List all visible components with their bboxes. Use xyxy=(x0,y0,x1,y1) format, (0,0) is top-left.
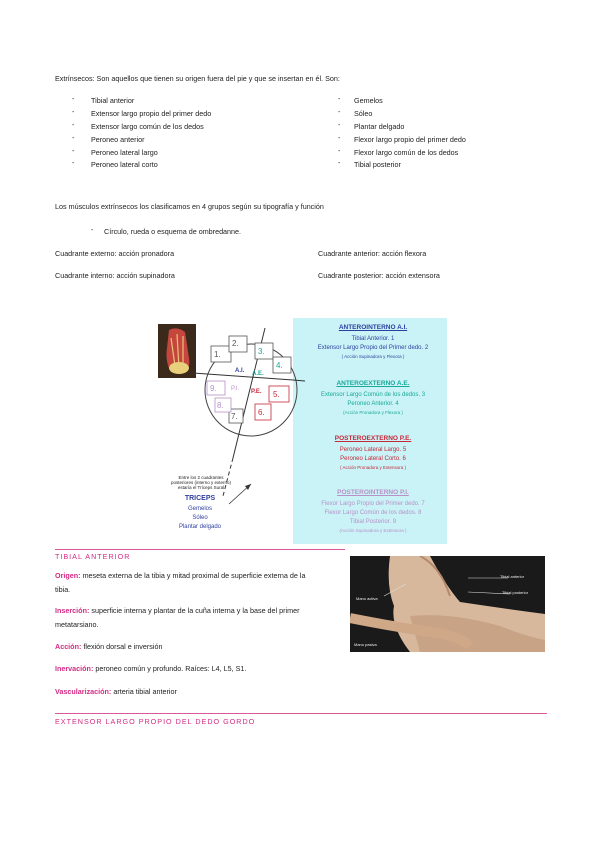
vasc-text: arteria tibial anterior xyxy=(113,687,177,696)
legend-group-ai xyxy=(301,324,445,359)
bullet-dash: - xyxy=(338,135,341,142)
group-item: Tibial Anterior. 1 xyxy=(351,336,395,342)
legend-group-pi xyxy=(301,489,445,533)
zone-ai: A.I. xyxy=(235,368,245,374)
origen-text-cont: tibia. xyxy=(55,585,71,594)
bullet-dash: - xyxy=(338,148,341,155)
group-item: Flexor Largo Común de los dedos. 8 xyxy=(324,510,422,516)
origen-label: Origen: xyxy=(55,571,81,580)
list-item: Sóleo xyxy=(354,109,373,118)
bullet-dash: - xyxy=(338,122,341,129)
label-6: 6. xyxy=(258,408,265,417)
zone-pe: P.E. xyxy=(251,389,262,395)
list-item: Tibial posterior xyxy=(354,160,401,169)
origen-text: meseta externa de la tibia y mitad proximal de superficie externa de la xyxy=(82,571,306,580)
accion-label: Acción: xyxy=(55,642,82,651)
list-item: Peroneo lateral largo xyxy=(91,148,158,157)
classification-text: Los músculos extrínsecos los clasificamos en 4 grupos según su tipografía y función xyxy=(55,202,324,211)
group-item: Extensor Largo Propio del Primer dedo. 2 xyxy=(317,345,429,351)
group-title: POSTEROINTERNO P.I. xyxy=(337,489,409,496)
insercion-text-cont: metatarsiano. xyxy=(55,620,99,629)
note-line-2: posteriores (interno y externo) xyxy=(170,480,232,485)
foot-anatomy-image xyxy=(158,324,196,378)
zone-ae: A.E. xyxy=(252,371,264,377)
group-note: ( Acción Supinadora y Flexora ) xyxy=(341,354,405,359)
group-item: Peroneo Lateral Corto. 6 xyxy=(340,456,406,462)
bullet-dash: - xyxy=(338,160,341,167)
list-item: Extensor largo propio del primer dedo xyxy=(91,109,212,118)
bullet-dash: - xyxy=(72,148,75,155)
legend-group-pe xyxy=(301,435,445,470)
list-item: Flexor largo común de los dedos xyxy=(354,148,459,157)
circle-scheme-item: Círculo, rueda o esquema de ombredanne. xyxy=(104,227,242,236)
photo-label-tibial-posterior: Tibial posterior xyxy=(502,590,529,595)
bullet-dash: - xyxy=(91,227,94,234)
triceps-item: Gemelos xyxy=(187,506,212,512)
section-divider xyxy=(55,713,547,714)
bullet-dash: - xyxy=(72,160,75,167)
accion-line xyxy=(55,642,162,651)
quadrant-anterior: Cuadrante anterior: acción flexora xyxy=(318,249,427,258)
list-item: Flexor largo propio del primer dedo xyxy=(354,135,466,144)
list-item: Peroneo anterior xyxy=(91,135,145,144)
bullet-dash: - xyxy=(338,96,341,103)
group-title: ANTEROINTERNO A.I. xyxy=(338,324,408,331)
inervacion-label: Inervación: xyxy=(55,664,94,673)
insercion-label: Inserción: xyxy=(55,606,90,615)
inervacion-text: peroneo común y profundo. Raíces: L4, L5, S1. xyxy=(95,664,247,673)
accion-text: flexión dorsal e inversión xyxy=(83,642,163,651)
note-line-3: estaría el Tríceps Sural xyxy=(177,485,225,490)
group-item: Extensor Largo Común de los dedos. 3 xyxy=(320,392,426,398)
note-line-1: Entre los 2 cuadrantes xyxy=(178,475,224,480)
group-note: ( Acción Pronadora y Extensora ) xyxy=(339,465,407,470)
photo-label-mano-pasiva: Mano pasiva xyxy=(354,642,377,647)
legend-group-ae xyxy=(301,380,445,415)
label-5: 5. xyxy=(273,390,280,399)
zone-pi: P.I. xyxy=(231,386,240,392)
insercion-line xyxy=(55,606,300,615)
quadrant-external: Cuadrante externo: acción pronadora xyxy=(55,249,175,258)
insercion-text: superficie interna y plantar de la cuña interna y la base del primer xyxy=(91,606,300,615)
list-item: Plantar delgado xyxy=(354,122,405,131)
vasc-label: Vascularización: xyxy=(55,687,112,696)
group-item: Tibial Posterior. 9 xyxy=(349,519,397,525)
section-heading-tibial: TIBIAL ANTERIOR xyxy=(55,552,131,561)
section-divider xyxy=(55,549,345,550)
bullet-dash: - xyxy=(72,109,75,116)
ombredanne-diagram xyxy=(155,318,447,544)
triceps-title: TRICEPS xyxy=(184,495,216,502)
photo-label-tibial-anterior: Tibial anterior xyxy=(500,574,525,579)
muscle-test-photo xyxy=(350,556,545,652)
list-item: Tibial anterior xyxy=(91,96,135,105)
quadrant-internal: Cuadrante interno: acción supinadora xyxy=(55,271,175,280)
label-9: 9. xyxy=(210,384,217,393)
label-3: 3. xyxy=(258,347,265,356)
photo-drawing xyxy=(350,556,545,652)
vasc-line xyxy=(55,687,177,696)
list-item: Extensor largo común de los dedos xyxy=(91,122,204,131)
group-item: Peroneo Anterior. 4 xyxy=(347,401,399,407)
label-4: 4. xyxy=(276,361,283,370)
label-7: 7. xyxy=(231,412,238,421)
triceps-item: Sóleo xyxy=(192,515,208,521)
intro-text: Extrínsecos: Son aquellos que tienen su origen fuera del pie y que se insertan en él. Son: xyxy=(55,74,340,83)
label-2: 2. xyxy=(232,339,239,348)
bullet-dash: - xyxy=(338,109,341,116)
group-note: (Acción Supinadora y Extensora ) xyxy=(339,528,407,533)
bullet-dash: - xyxy=(72,122,75,129)
group-title: POSTEROEXTERNO P.E. xyxy=(334,435,412,442)
list-item: Peroneo lateral corto xyxy=(91,160,158,169)
inervacion-line xyxy=(55,664,246,673)
group-item: Flexor Largo Propio del Primer dedo. 7 xyxy=(321,501,425,507)
triceps-item: Plantar delgado xyxy=(178,524,222,530)
photo-label-mano-activa: Mano activa xyxy=(356,596,378,601)
bullet-dash: - xyxy=(72,135,75,142)
label-8: 8. xyxy=(217,401,224,410)
list-item: Gemelos xyxy=(354,96,383,105)
group-note: (Acción Pronadora y Flexora ) xyxy=(343,410,403,415)
origen-line xyxy=(55,571,306,580)
section-heading-extensor: EXTENSOR LARGO PROPIO DEL DEDO GORDO xyxy=(55,717,256,726)
group-title: ANTEROEXTERNO A.E. xyxy=(336,380,410,387)
label-1: 1. xyxy=(214,350,221,359)
group-item: Peroneo Lateral Largo. 5 xyxy=(339,447,407,453)
quadrant-posterior: Cuadrante posterior: acción extensora xyxy=(318,271,440,280)
bullet-dash: - xyxy=(72,96,75,103)
